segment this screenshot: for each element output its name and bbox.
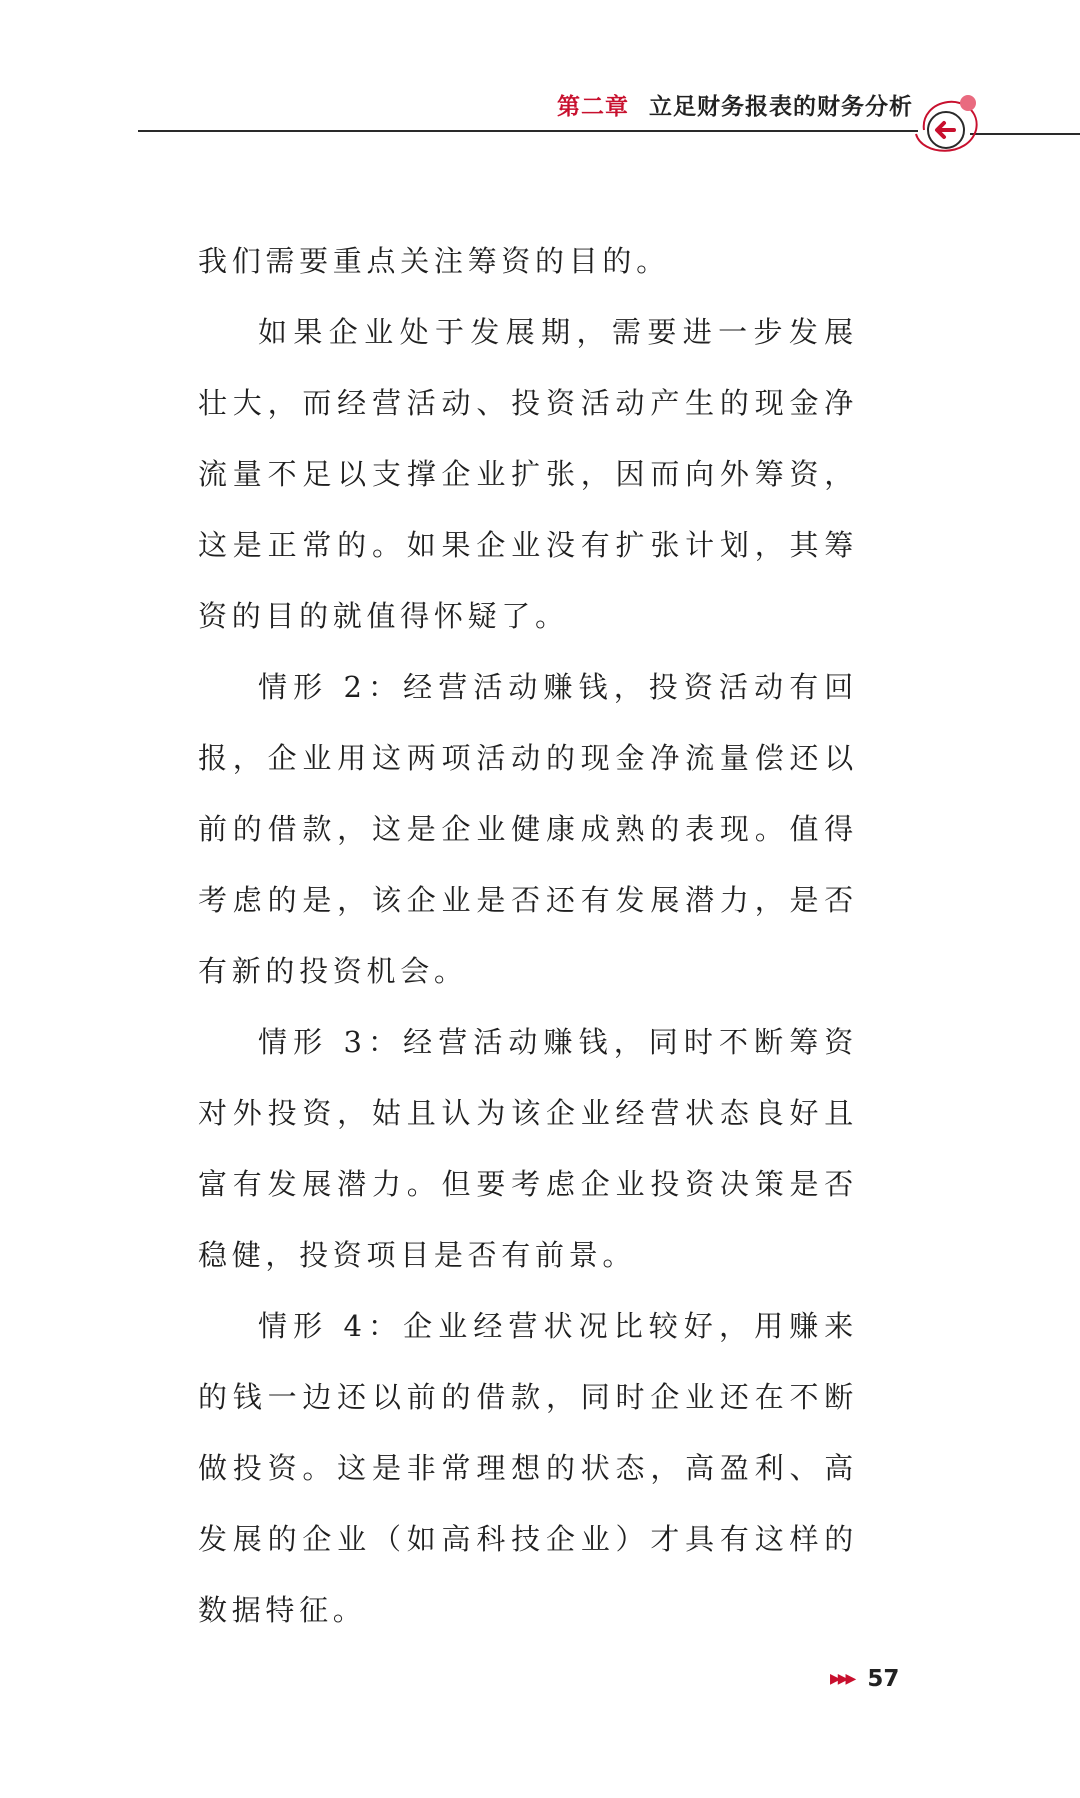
paragraph-development-stage: 如果企业处于发展期，需要进一步发展壮大，而经营活动、投资活动产生的现金净流量不足以支撑企业扩张，因而向外筹资，这是正常的。如果企业没有扩张计划，其筹资的目的就值得怀疑了。 xyxy=(198,315,858,633)
paragraph-case-3: 情形 3：经营活动赚钱，同时不断筹资对外投资，姑且认为该企业经营状态良好且富有发展潜力。但要考虑企业投资决策是否稳健，投资项目是否有前景。 xyxy=(198,1025,858,1272)
paragraph-case-2: 情形 2：经营活动赚钱，投资活动有回报，企业用这两项活动的现金净流量偿还以前的借款，这是企业健康成熟的表现。值得考虑的是，该企业是否还有发展潜力，是否有新的投资机会。 xyxy=(198,670,858,988)
page-header xyxy=(0,0,1080,170)
chapter-number: 第二章 xyxy=(557,94,629,120)
header-rule xyxy=(138,130,918,132)
page-number: 57 xyxy=(867,1666,900,1692)
header-rule-right xyxy=(970,133,1080,135)
triple-arrow-icon: ▶▶▶ xyxy=(830,1671,854,1687)
chapter-heading xyxy=(557,88,913,121)
body-text xyxy=(198,226,858,1646)
page-footer xyxy=(830,1666,899,1700)
paragraph-continuation: 我们需要重点关注筹资的目的。 xyxy=(198,244,670,278)
paragraph-case-4: 情形 4：企业经营状况比较好，用赚来的钱一边还以前的借款，同时企业还在不断做投资。这是非常理想的状态，高盈利、高发展的企业（如高科技企业）才具有这样的数据特征。 xyxy=(198,1309,858,1627)
chapter-title: 立足财务报表的财务分析 xyxy=(649,94,913,120)
back-arrow-icon[interactable] xyxy=(912,94,982,158)
